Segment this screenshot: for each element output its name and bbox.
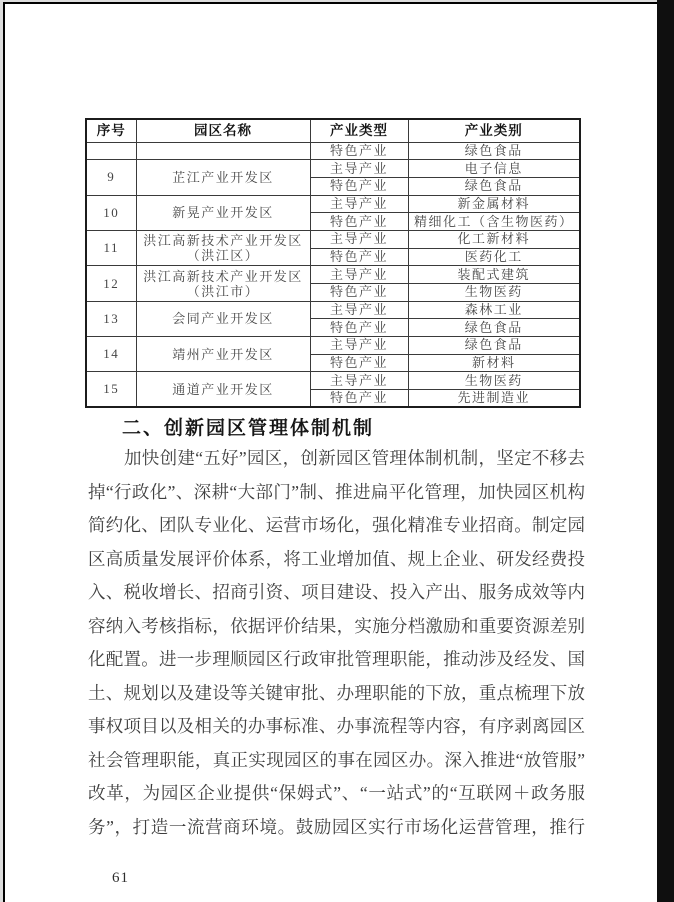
table-row (86, 266, 580, 284)
cell-park-name (136, 142, 310, 160)
table-row (86, 301, 580, 319)
cell-industry-type: 特色产业 (310, 284, 408, 302)
cell-no: 14 (86, 337, 136, 372)
table-row (86, 160, 580, 178)
cell-park-name: 靖州产业开发区 (136, 337, 310, 372)
cell-no: 11 (86, 230, 136, 265)
paragraph-line: 入、税收增长、招商引资、项目建设、投入产出、服务成效等内 (88, 582, 585, 602)
cell-park-name: 会同产业开发区 (136, 301, 310, 336)
cell-industry-category: 绿色食品 (408, 337, 580, 355)
cell-industry-type: 主导产业 (310, 301, 408, 319)
cell-park-name: 芷江产业开发区 (136, 160, 310, 195)
col-header-no: 序号 (86, 119, 136, 142)
paragraph-line: 容纳入考核指标，依据评价结果，实施分档激励和重要资源差别 (88, 615, 585, 636)
cell-park-name: 洪江高新技术产业开发区（洪江区） (136, 230, 310, 265)
paragraph-line: 社会管理职能，真正实现园区的事在园区办。深入推进“放管服” (88, 749, 585, 770)
cell-industry-category: 电子信息 (408, 160, 580, 178)
cell-no: 9 (86, 160, 136, 195)
paragraph-line: 化配置。进一步理顺园区行政审批管理职能，推动涉及经发、国 (88, 649, 585, 669)
section-heading: 二、创新园区管理体制机制 (122, 418, 375, 439)
paragraph-line: 简约化、团队专业化、运营市场化，强化精准专业招商。制定园 (88, 515, 585, 535)
table-header-row (86, 119, 580, 142)
cell-industry-category: 精细化工（含生物医药） (408, 213, 580, 231)
cell-industry-category: 医药化工 (408, 248, 580, 266)
page-number: 61 (112, 870, 129, 886)
table-row (86, 230, 580, 248)
cell-industry-type: 主导产业 (310, 230, 408, 248)
cell-industry-type: 主导产业 (310, 266, 408, 284)
paragraph-line: 加快创建“五好”园区，创新园区管理体制机制，坚定不移去 (124, 448, 585, 468)
cell-industry-category: 绿色食品 (408, 142, 580, 160)
cell-industry-type: 主导产业 (310, 372, 408, 390)
cell-industry-type: 特色产业 (310, 142, 408, 160)
cell-industry-type: 特色产业 (310, 390, 408, 408)
cell-industry-category: 生物医药 (408, 284, 580, 302)
paragraph-line: 土、规划以及建设等关键审批、办理职能的下放，重点梳理下放 (88, 682, 585, 703)
col-header-industry-category: 产业类别 (408, 119, 580, 142)
cell-industry-category: 新金属材料 (408, 195, 580, 213)
cell-industry-type: 主导产业 (310, 160, 408, 178)
cell-industry-category: 绿色食品 (408, 177, 580, 195)
cell-industry-category: 装配式建筑 (408, 266, 580, 284)
cell-industry-type: 主导产业 (310, 195, 408, 213)
paragraph-line: 务”，打造一流营商环境。鼓励园区实行市场化运营管理，推行 (88, 816, 585, 837)
cell-industry-type: 特色产业 (310, 213, 408, 231)
cell-industry-type: 特色产业 (310, 248, 408, 266)
cell-no: 15 (86, 372, 136, 407)
cell-no: 10 (86, 195, 136, 230)
paragraph-line: 事权项目以及相关的办事标准、办事流程等内容，有序剥离园区 (88, 716, 585, 736)
col-header-park-name: 园区名称 (136, 119, 310, 142)
cell-industry-type: 特色产业 (310, 319, 408, 337)
cell-industry-category: 化工新材料 (408, 230, 580, 248)
cell-no (86, 142, 136, 160)
cell-industry-type: 特色产业 (310, 177, 408, 195)
scan-edge-band (657, 0, 674, 902)
table-row (86, 372, 580, 390)
cell-no: 12 (86, 266, 136, 301)
cell-park-name: 通道产业开发区 (136, 372, 310, 407)
cell-industry-type: 主导产业 (310, 337, 408, 355)
table-row (86, 337, 580, 355)
cell-industry-type: 特色产业 (310, 354, 408, 372)
paragraph-line: 区高质量发展评价体系，将工业增加值、规上企业、研发经费投 (88, 548, 585, 569)
cell-industry-category: 先进制造业 (408, 390, 580, 408)
paragraph-line: 掉“行政化”、深耕“大部门”制、推进扁平化管理，加快园区机构 (88, 481, 585, 502)
cell-industry-category: 森林工业 (408, 301, 580, 319)
col-header-industry-type: 产业类型 (310, 119, 408, 142)
cell-industry-category: 新材料 (408, 354, 580, 372)
cell-industry-category: 生物医药 (408, 372, 580, 390)
cell-industry-category: 绿色食品 (408, 319, 580, 337)
cell-park-name: 洪江高新技术产业开发区（洪江市） (136, 266, 310, 301)
cell-park-name: 新晃产业开发区 (136, 195, 310, 230)
body-paragraph (88, 442, 585, 844)
table-row (86, 195, 580, 213)
table-row (86, 142, 580, 160)
cell-no: 13 (86, 301, 136, 336)
paragraph-line: 改革，为园区企业提供“保姆式”、“一站式”的“互联网＋政务服 (88, 783, 585, 803)
industry-park-table (85, 118, 581, 408)
